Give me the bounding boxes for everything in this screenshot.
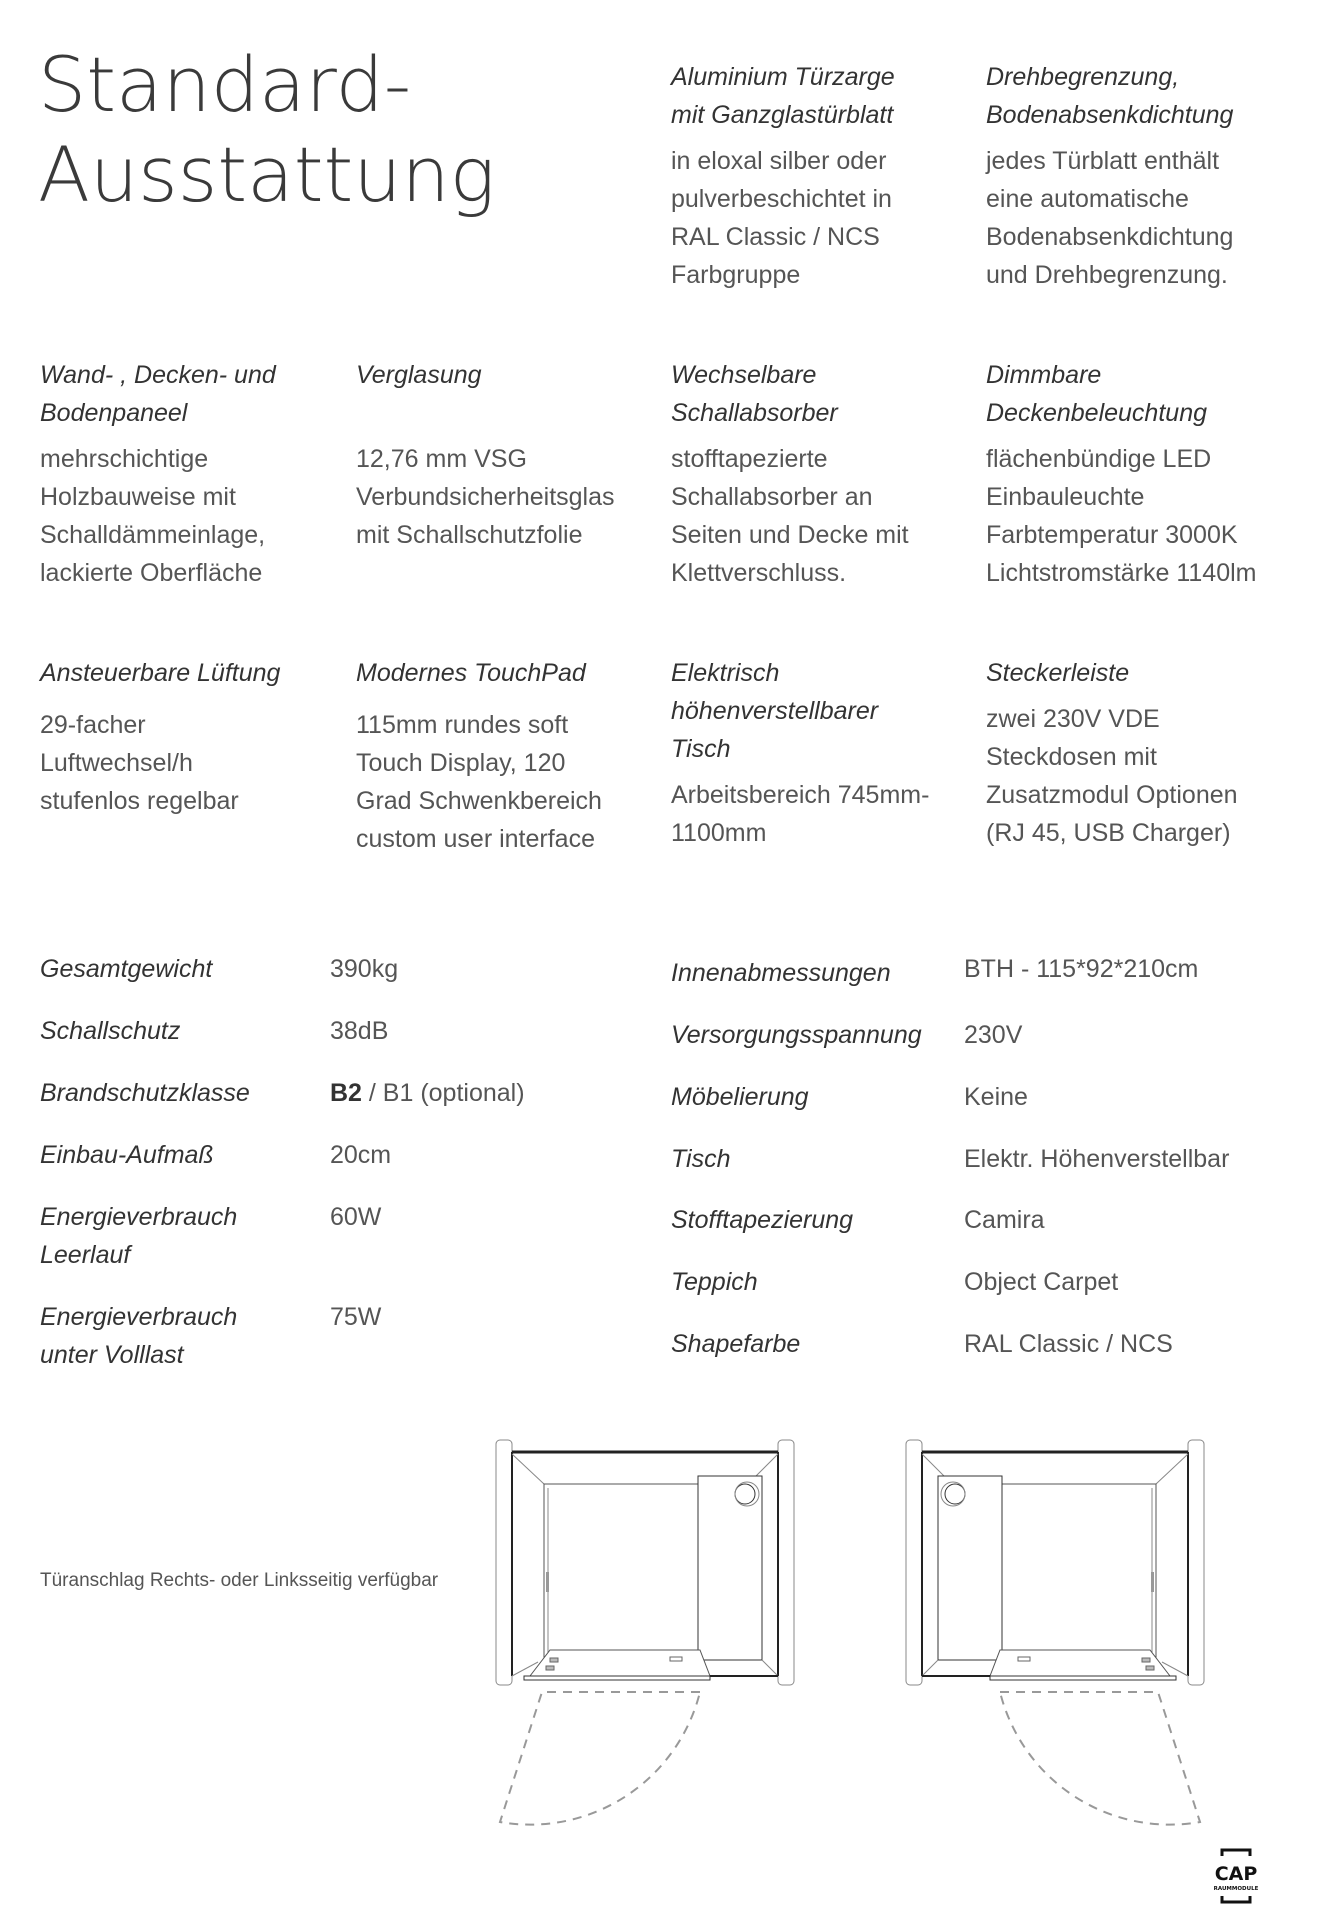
spec-label [40,950,212,988]
spec-label-line: Brandschutzklasse [40,1079,250,1107]
feature-heading [986,356,1276,432]
feature-description-line: Zusatzmodul Optionen [986,781,1238,809]
feature-description-line: Seiten und Decke mit [671,521,909,549]
title-line-1: Standard- [38,40,412,129]
feature-description-line: Farbgruppe [671,261,801,289]
feature-description-line: mehrschichtige [40,445,209,473]
feature-block [671,654,961,852]
spec-label: Innenabmessungen [671,959,891,987]
feature-description-line: Schallabsorber an [671,483,873,511]
feature-description [986,700,1276,852]
feature-description-line: Lichtstromstärke 1140lm [986,559,1257,587]
feature-heading-line: Bodenpaneel [40,399,188,427]
feature-description [671,142,961,294]
spec-label-line: Energieverbrauch [40,1203,238,1231]
spec-label [40,1136,214,1174]
spec-value [330,1012,388,1050]
feature-description-line: Einbauleuchte [986,483,1145,511]
spec-label: Teppich [671,1268,758,1296]
feature-heading-line: Modernes TouchPad [356,659,586,687]
spec-label [40,1298,237,1374]
feature-description-line: lackierte Oberfläche [40,559,263,587]
spec-value [330,1298,381,1336]
spec-value-text: 38dB [330,1017,389,1045]
feature-description-line: Bodenabsenkdichtung [986,223,1234,251]
feature-description-line: und Drehbegrenzung. [986,261,1228,289]
feature-description-line: RAL Classic / NCS [671,223,880,251]
feature-heading-line: Steckerleiste [986,659,1130,687]
feature-description-line: Farbtemperatur 3000K [986,521,1238,549]
feature-description-line: 12,76 mm VSG [356,445,527,473]
feature-heading [671,654,961,768]
feature-description [986,142,1276,294]
spec-value: 230V [964,1021,1023,1049]
feature-description-line: Klettverschluss. [671,559,847,587]
floor-plan-right [900,1432,1230,1852]
spec-value-text: / B1 (optional) [361,1079,525,1107]
feature-description-line: 1100mm [671,819,767,847]
feature-block [986,58,1276,294]
feature-description-line: custom user interface [356,825,595,853]
feature-description [671,440,961,592]
feature-heading-line: Bodenabsenkdichtung [986,101,1234,129]
spec-value [330,950,398,988]
spec-label: Shapefarbe [671,1330,801,1358]
spec-value-text: 75W [330,1303,382,1331]
feature-block [986,356,1276,592]
feature-description-line: Verbundsicherheitsglas [356,483,615,511]
feature-block [40,654,330,820]
feature-description-line: in eloxal silber oder [671,147,887,175]
spec-label-line: Leerlauf [40,1241,131,1269]
feature-description-line: mit Schallschutzfolie [356,521,583,549]
spec-value: Object Carpet [964,1268,1119,1296]
cap-raummodule-logo [1208,1848,1264,1904]
feature-description-line: pulverbeschichtet in [671,185,892,213]
spec-label [40,1198,237,1274]
feature-description-line: zwei 230V VDE [986,705,1160,733]
spec-value [330,1136,391,1174]
feature-description [986,440,1276,592]
feature-heading-line: Dimmbare [986,361,1102,389]
spec-value: BTH - 115*92*210cm [964,955,1199,983]
feature-description-line: Steckdosen mit [986,743,1157,771]
feature-heading-line: mit Ganzglastürblatt [671,101,894,129]
feature-heading-line: Wechselbare [671,361,817,389]
feature-description-line: (RJ 45, USB Charger) [986,819,1231,847]
feature-description-line: Touch Display, 120 [356,749,566,777]
feature-heading-line: Deckenbeleuchtung [986,399,1207,427]
feature-block [986,654,1276,852]
feature-description-line: Grad Schwenkbereich [356,787,602,815]
feature-block [40,356,330,592]
spec-label-line: Gesamtgewicht [40,955,213,983]
booth-outline-mirrored [906,1440,1204,1685]
door-hinge-caption: Türanschlag Rechts- oder Linksseitig verfügbar [40,1570,439,1591]
feature-heading [40,654,330,692]
feature-heading [40,356,330,432]
feature-description-line: Schalldämmeinlage, [40,521,266,549]
feature-description-line: Holzbauweise mit [40,483,236,511]
feature-description [40,706,330,820]
spec-value-text: 60W [330,1203,382,1231]
feature-description [671,776,961,852]
feature-description-line: Arbeitsbereich 745mm- [671,781,930,809]
feature-heading-line: Verglasung [356,361,482,389]
feature-heading [671,58,961,134]
feature-heading-line [356,394,646,432]
spec-label-line: Energieverbrauch [40,1303,238,1331]
spec-label-line: unter Volllast [40,1341,184,1369]
feature-heading-line: Schallabsorber [671,399,838,427]
title-line-2: Ausstattung [38,130,496,219]
spec-value-emphasis: B2 [330,1079,362,1107]
feature-description-line: flächenbündige LED [986,445,1212,473]
spec-label [40,1074,250,1112]
feature-heading [356,654,646,692]
feature-heading-line: Ansteuerbare Lüftung [40,659,281,687]
feature-block [356,356,646,554]
door-swing-arc [500,1692,700,1825]
spec-label: Versorgungsspannung [671,1021,922,1049]
feature-heading [986,654,1276,692]
floor-plan-left [490,1432,820,1852]
feature-heading [671,356,961,432]
feature-description-line: jedes Türblatt enthält [986,147,1220,175]
page-title [38,40,495,220]
feature-heading-line: Elektrisch [671,659,780,687]
spec-value: Keine [964,1083,1028,1111]
spec-value [330,1198,381,1236]
feature-heading-line: Wand- , Decken- und [40,361,276,389]
spec-value-text: 390kg [330,955,399,983]
spec-label: Stofftapezierung [671,1206,854,1234]
feature-heading [356,356,646,432]
booth-outline [496,1440,794,1685]
feature-block [671,58,961,294]
feature-description [356,440,646,554]
spec-value: RAL Classic / NCS [964,1330,1173,1358]
spec-value [330,1074,525,1112]
feature-heading-line: Tisch [671,735,731,763]
feature-description-line: 115mm rundes soft [356,711,569,739]
feature-block [356,654,646,858]
spec-value-text: 20cm [330,1141,392,1169]
spec-label [40,1012,180,1050]
feature-heading-line: Drehbegrenzung, [986,63,1180,91]
door-swing-arc [1000,1692,1200,1825]
feature-description-line: eine automatische [986,185,1189,213]
feature-description-line: 29-facher [40,711,146,739]
feature-description-line: Luftwechsel/h [40,749,193,777]
feature-description [356,706,646,858]
feature-description-line: stufenlos regelbar [40,787,239,815]
logo-text: CAP [1214,1863,1258,1885]
feature-description [40,440,330,592]
spec-label-line: Schallschutz [40,1017,181,1045]
spec-value: Elektr. Höhenverstellbar [964,1145,1230,1173]
feature-heading-line: Aluminium Türzarge [671,63,895,91]
logo-subtext: RAUMMODULE [1213,1886,1259,1892]
feature-block [671,356,961,592]
feature-heading-line: höhenverstellbarer [671,697,879,725]
feature-description-line: stofftapezierte [671,445,828,473]
spec-label-line: Einbau-Aufmaß [40,1141,214,1169]
spec-label: Tisch [671,1145,731,1173]
feature-heading [986,58,1276,134]
spec-value: Camira [964,1206,1045,1234]
spec-label: Möbelierung [671,1083,809,1111]
